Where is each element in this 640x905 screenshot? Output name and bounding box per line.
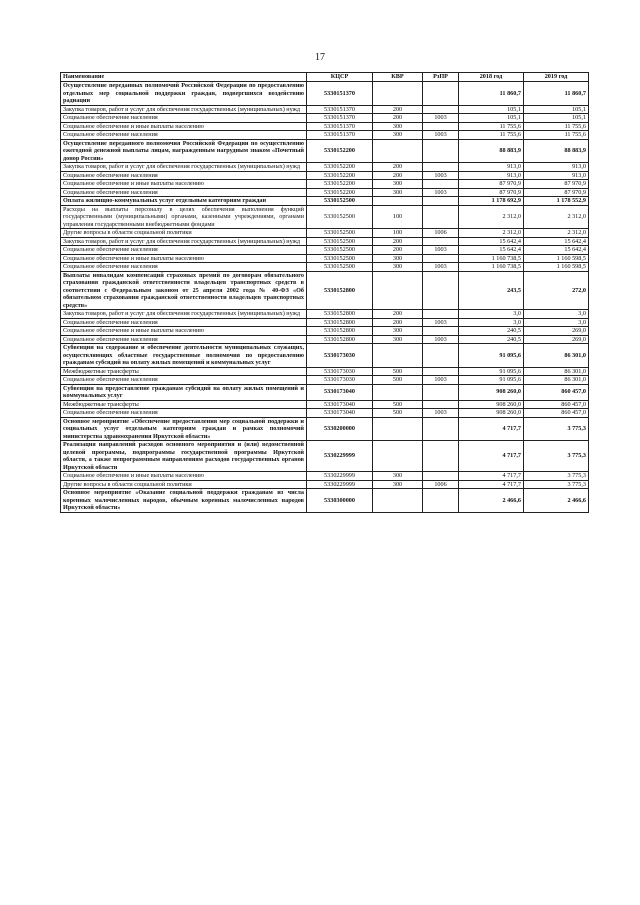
row-kvr: 300 bbox=[373, 254, 423, 263]
row-kcsr: 5330173030 bbox=[307, 367, 373, 376]
row-2018: 2 312,0 bbox=[459, 205, 524, 229]
row-2018: 1 178 692,9 bbox=[459, 197, 524, 206]
row-name: Закупка товаров, работ и услуг для обеспечения государственных (муниципальных) нужд bbox=[61, 310, 307, 319]
row-name: Социальное обеспечение населения bbox=[61, 376, 307, 385]
row-2018: 87 970,9 bbox=[459, 188, 524, 197]
row-rpr: 1003 bbox=[423, 409, 459, 418]
table-row bbox=[61, 131, 589, 140]
row-2019: 1 178 552,9 bbox=[524, 197, 589, 206]
row-rpr bbox=[423, 163, 459, 172]
row-kvr: 200 bbox=[373, 310, 423, 319]
row-2019: 1 160 598,5 bbox=[524, 263, 589, 272]
row-2019: 913,0 bbox=[524, 171, 589, 180]
row-2018: 91 095,6 bbox=[459, 367, 524, 376]
row-rpr bbox=[423, 254, 459, 263]
row-kcsr: 5330152500 bbox=[307, 263, 373, 272]
table-row bbox=[61, 409, 589, 418]
row-rpr bbox=[423, 122, 459, 131]
row-2019: 272,0 bbox=[524, 271, 589, 310]
row-rpr bbox=[423, 310, 459, 319]
row-2018: 3,0 bbox=[459, 318, 524, 327]
row-kvr bbox=[373, 139, 423, 163]
row-2019: 87 970,9 bbox=[524, 188, 589, 197]
table-row bbox=[61, 400, 589, 409]
row-kcsr: 5330152200 bbox=[307, 163, 373, 172]
row-name: Социальное обеспечение населения bbox=[61, 188, 307, 197]
row-rpr bbox=[423, 205, 459, 229]
row-2019: 105,1 bbox=[524, 105, 589, 114]
row-kcsr: 5330152800 bbox=[307, 271, 373, 310]
row-rpr: 1003 bbox=[423, 114, 459, 123]
row-rpr bbox=[423, 327, 459, 336]
row-rpr bbox=[423, 472, 459, 481]
table-row bbox=[61, 344, 589, 368]
row-name: Межбюджетные трансферты bbox=[61, 400, 307, 409]
table-row bbox=[61, 472, 589, 481]
row-2019: 86 301,0 bbox=[524, 367, 589, 376]
header-name: Наименование bbox=[61, 73, 307, 82]
table-row bbox=[61, 171, 589, 180]
row-2019: 1 160 598,5 bbox=[524, 254, 589, 263]
row-2018: 2 312,0 bbox=[459, 229, 524, 238]
row-kvr: 500 bbox=[373, 367, 423, 376]
row-kvr: 300 bbox=[373, 188, 423, 197]
row-rpr bbox=[423, 367, 459, 376]
row-kvr: 300 bbox=[373, 131, 423, 140]
row-2019: 11 860,7 bbox=[524, 82, 589, 106]
budget-table bbox=[60, 72, 589, 513]
row-kvr bbox=[373, 441, 423, 472]
row-2019: 3,0 bbox=[524, 318, 589, 327]
row-2019: 913,0 bbox=[524, 163, 589, 172]
row-rpr: 1003 bbox=[423, 263, 459, 272]
row-kcsr: 5330229999 bbox=[307, 441, 373, 472]
table-row bbox=[61, 122, 589, 131]
row-rpr bbox=[423, 417, 459, 441]
row-kvr: 300 bbox=[373, 472, 423, 481]
row-2019: 3 775,3 bbox=[524, 480, 589, 489]
row-2019: 3,0 bbox=[524, 310, 589, 319]
header-2018: 2018 год bbox=[459, 73, 524, 82]
row-name: Социальное обеспечение и иные выплаты населению bbox=[61, 254, 307, 263]
row-2018: 3,0 bbox=[459, 310, 524, 319]
table-row bbox=[61, 82, 589, 106]
row-2018: 91 095,6 bbox=[459, 376, 524, 385]
row-rpr: 1003 bbox=[423, 335, 459, 344]
row-kcsr: 5330152500 bbox=[307, 237, 373, 246]
row-2019: 15 642,4 bbox=[524, 237, 589, 246]
row-name: Основное мероприятие «Обеспечение предоставления мер социальной поддержки и социальных услуг отдельным категориям граждан и рамках полномочий министерства здравоохранения Иркутской области» bbox=[61, 417, 307, 441]
table-row bbox=[61, 180, 589, 189]
header-kvr: КВР bbox=[373, 73, 423, 82]
table-row bbox=[61, 114, 589, 123]
row-kcsr: 5330151370 bbox=[307, 105, 373, 114]
row-kvr: 100 bbox=[373, 205, 423, 229]
header-2019: 2019 год bbox=[524, 73, 589, 82]
page-number: 17 bbox=[315, 52, 325, 63]
row-kcsr: 5330151370 bbox=[307, 114, 373, 123]
row-name: Закупка товаров, работ и услуг для обеспечения государственных (муниципальных) нужд bbox=[61, 237, 307, 246]
row-name: Выплаты инвалидам компенсаций страховых премий по договорам обязательного страхования гражданской ответственности владельцев транспортных средств в соответствии с Федеральным законом от 25 апреля 2002 года № 40-ФЗ «Об обязательном страховании гражданской ответственности владельцев транспортных средств» bbox=[61, 271, 307, 310]
row-2018: 1 160 738,5 bbox=[459, 254, 524, 263]
table-row bbox=[61, 441, 589, 472]
row-name: Расходы на выплаты персоналу в целях обеспечения выполнения функций государственными (муниципальными) органами, казенными учреждениями, органами управления государственными внебюджетными фондами bbox=[61, 205, 307, 229]
row-kvr: 200 bbox=[373, 237, 423, 246]
row-2019: 3 775,3 bbox=[524, 472, 589, 481]
table-row bbox=[61, 489, 589, 513]
row-2019: 860 457,0 bbox=[524, 409, 589, 418]
row-kcsr: 5330152200 bbox=[307, 139, 373, 163]
table-row bbox=[61, 105, 589, 114]
row-rpr bbox=[423, 441, 459, 472]
row-kcsr: 5330151370 bbox=[307, 122, 373, 131]
table-row bbox=[61, 237, 589, 246]
row-2018: 4 717,7 bbox=[459, 480, 524, 489]
table-row bbox=[61, 310, 589, 319]
row-2019: 11 755,6 bbox=[524, 122, 589, 131]
table-row bbox=[61, 163, 589, 172]
row-rpr: 1006 bbox=[423, 229, 459, 238]
row-kcsr: 5330152800 bbox=[307, 310, 373, 319]
row-kvr: 300 bbox=[373, 180, 423, 189]
row-2019: 3 775,3 bbox=[524, 441, 589, 472]
row-2018: 908 260,0 bbox=[459, 409, 524, 418]
row-rpr: 1006 bbox=[423, 480, 459, 489]
row-kvr bbox=[373, 489, 423, 513]
row-kcsr: 5330152500 bbox=[307, 246, 373, 255]
row-2018: 4 717,7 bbox=[459, 441, 524, 472]
row-kcsr: 5330151370 bbox=[307, 131, 373, 140]
row-2019: 87 970,9 bbox=[524, 180, 589, 189]
row-kcsr: 5330152500 bbox=[307, 254, 373, 263]
row-rpr bbox=[423, 105, 459, 114]
row-kvr: 300 bbox=[373, 263, 423, 272]
row-2018: 105,1 bbox=[459, 105, 524, 114]
row-rpr bbox=[423, 344, 459, 368]
row-2018: 913,0 bbox=[459, 163, 524, 172]
row-2018: 2 466,6 bbox=[459, 489, 524, 513]
row-2018: 240,5 bbox=[459, 335, 524, 344]
row-2018: 240,5 bbox=[459, 327, 524, 336]
row-2018: 908 260,0 bbox=[459, 400, 524, 409]
row-kcsr: 5330173030 bbox=[307, 344, 373, 368]
row-rpr bbox=[423, 237, 459, 246]
row-kcsr: 5330152200 bbox=[307, 171, 373, 180]
row-2018: 908 260,0 bbox=[459, 384, 524, 400]
table-row bbox=[61, 139, 589, 163]
row-kcsr: 5330173040 bbox=[307, 400, 373, 409]
table-row bbox=[61, 263, 589, 272]
row-kcsr: 5330152500 bbox=[307, 205, 373, 229]
row-2018: 11 860,7 bbox=[459, 82, 524, 106]
table-row bbox=[61, 335, 589, 344]
row-name: Социальное обеспечение и иные выплаты населению bbox=[61, 327, 307, 336]
row-2019: 269,0 bbox=[524, 335, 589, 344]
row-name: Социальное обеспечение населения bbox=[61, 263, 307, 272]
row-2018: 4 717,7 bbox=[459, 472, 524, 481]
row-rpr bbox=[423, 489, 459, 513]
row-2018: 913,0 bbox=[459, 171, 524, 180]
row-kvr: 200 bbox=[373, 246, 423, 255]
row-2019: 86 301,0 bbox=[524, 344, 589, 368]
row-rpr bbox=[423, 180, 459, 189]
row-name: Другие вопросы в области социальной политики bbox=[61, 480, 307, 489]
table-row bbox=[61, 327, 589, 336]
row-rpr: 1003 bbox=[423, 318, 459, 327]
row-name: Межбюджетные трансферты bbox=[61, 367, 307, 376]
row-2018: 15 642,4 bbox=[459, 237, 524, 246]
row-kcsr: 5330229999 bbox=[307, 480, 373, 489]
table-row bbox=[61, 318, 589, 327]
header-rpr: РзПР bbox=[423, 73, 459, 82]
row-name: Социальное обеспечение населения bbox=[61, 171, 307, 180]
row-2019: 3 775,3 bbox=[524, 417, 589, 441]
header-kcsr: КЦСР bbox=[307, 73, 373, 82]
row-rpr: 1003 bbox=[423, 246, 459, 255]
row-2019: 88 883,9 bbox=[524, 139, 589, 163]
table-row bbox=[61, 246, 589, 255]
row-kcsr: 5330173040 bbox=[307, 384, 373, 400]
row-2018: 91 095,6 bbox=[459, 344, 524, 368]
row-name: Социальное обеспечение и иные выплаты населению bbox=[61, 472, 307, 481]
row-2018: 105,1 bbox=[459, 114, 524, 123]
row-rpr: 1003 bbox=[423, 131, 459, 140]
row-rpr bbox=[423, 139, 459, 163]
row-rpr bbox=[423, 82, 459, 106]
row-2018: 1 160 738,5 bbox=[459, 263, 524, 272]
row-kcsr: 5330152800 bbox=[307, 318, 373, 327]
row-kcsr: 5330152800 bbox=[307, 335, 373, 344]
row-rpr bbox=[423, 271, 459, 310]
row-name: Основное мероприятие «Оказание социальной поддержки гражданам из числа коренных малочисленных народов, обычным коренных малочисленных народов Иркутской области» bbox=[61, 489, 307, 513]
row-name: Социальное обеспечение и иные выплаты населению bbox=[61, 122, 307, 131]
row-2018: 11 755,6 bbox=[459, 131, 524, 140]
table-row bbox=[61, 480, 589, 489]
table-row bbox=[61, 417, 589, 441]
row-kvr: 200 bbox=[373, 163, 423, 172]
row-name: Социальное обеспечение населения bbox=[61, 131, 307, 140]
row-rpr: 1003 bbox=[423, 376, 459, 385]
table-row bbox=[61, 205, 589, 229]
row-name: Социальное обеспечение и иные выплаты населению bbox=[61, 180, 307, 189]
row-kvr bbox=[373, 417, 423, 441]
row-kvr: 500 bbox=[373, 400, 423, 409]
row-2019: 2 466,6 bbox=[524, 489, 589, 513]
table-body bbox=[61, 82, 589, 513]
row-name: Субвенции на содержание и обеспечение деятельности муниципальных служащих, осуществляющих областные государственные полномочия по предоставлению гражданам субсидий на оплату жилых помещений и коммунальных услуг bbox=[61, 344, 307, 368]
row-2018: 87 970,9 bbox=[459, 180, 524, 189]
row-kvr bbox=[373, 197, 423, 206]
row-kcsr: 5330152200 bbox=[307, 180, 373, 189]
row-kvr: 500 bbox=[373, 376, 423, 385]
row-kvr: 500 bbox=[373, 409, 423, 418]
row-name: Осуществление переданного полномочия Российской Федерации по осуществлению ежегодной денежной выплаты лицам, награжденным нагрудным знаком «Почетный донор России» bbox=[61, 139, 307, 163]
row-kcsr: 5330152200 bbox=[307, 188, 373, 197]
row-2019: 2 312,0 bbox=[524, 229, 589, 238]
table-row bbox=[61, 376, 589, 385]
table-row bbox=[61, 271, 589, 310]
row-kcsr: 5330173030 bbox=[307, 376, 373, 385]
row-2018: 15 642,4 bbox=[459, 246, 524, 255]
table-row bbox=[61, 229, 589, 238]
row-kcsr: 5330151370 bbox=[307, 82, 373, 106]
row-kcsr: 5330152500 bbox=[307, 229, 373, 238]
row-rpr bbox=[423, 384, 459, 400]
row-2019: 269,0 bbox=[524, 327, 589, 336]
table-row bbox=[61, 384, 589, 400]
row-kcsr: 5330152800 bbox=[307, 327, 373, 336]
row-2019: 15 642,4 bbox=[524, 246, 589, 255]
row-kvr: 200 bbox=[373, 114, 423, 123]
row-name: Социальное обеспечение населения bbox=[61, 114, 307, 123]
row-kcsr: 5330300000 bbox=[307, 489, 373, 513]
row-rpr bbox=[423, 400, 459, 409]
table-row bbox=[61, 254, 589, 263]
row-name: Социальное обеспечение населения bbox=[61, 409, 307, 418]
row-name: Социальное обеспечение населения bbox=[61, 335, 307, 344]
row-kvr: 200 bbox=[373, 318, 423, 327]
row-kvr: 300 bbox=[373, 122, 423, 131]
row-name: Социальное обеспечение населения bbox=[61, 246, 307, 255]
table-row bbox=[61, 188, 589, 197]
row-kvr bbox=[373, 271, 423, 310]
row-name: Осуществление переданных полномочий Российской Федерации по предоставлению отдельных мер социальной поддержки граждан, подвергшихся воздействию радиации bbox=[61, 82, 307, 106]
row-kvr bbox=[373, 82, 423, 106]
row-kvr: 200 bbox=[373, 105, 423, 114]
table-header-row bbox=[61, 73, 589, 82]
row-kvr: 100 bbox=[373, 229, 423, 238]
row-rpr bbox=[423, 197, 459, 206]
row-2019: 860 457,0 bbox=[524, 400, 589, 409]
row-2018: 243,5 bbox=[459, 271, 524, 310]
row-rpr: 1003 bbox=[423, 171, 459, 180]
row-kvr: 300 bbox=[373, 327, 423, 336]
row-kcsr: 5330229999 bbox=[307, 472, 373, 481]
row-name: Реализация направлений расходов основного мероприятия и (или) ведомственной целевой программы, подпрограммы государственной программы Иркутской области, а также непрограммным направлениям расходов государственных органов Иркутской области bbox=[61, 441, 307, 472]
row-kvr bbox=[373, 344, 423, 368]
row-name: Другие вопросы в области социальной политики bbox=[61, 229, 307, 238]
row-2019: 860 457,0 bbox=[524, 384, 589, 400]
table-row bbox=[61, 367, 589, 376]
row-2018: 11 755,6 bbox=[459, 122, 524, 131]
row-kvr: 200 bbox=[373, 171, 423, 180]
row-2018: 88 883,9 bbox=[459, 139, 524, 163]
row-kvr: 300 bbox=[373, 480, 423, 489]
row-name: Субвенции на предоставление гражданам субсидий на оплату жилых помещений и коммунальных услуг bbox=[61, 384, 307, 400]
row-name: Социальное обеспечение населения bbox=[61, 318, 307, 327]
row-2019: 11 755,6 bbox=[524, 131, 589, 140]
row-2019: 86 301,0 bbox=[524, 376, 589, 385]
row-name: Закупка товаров, работ и услуг для обеспечения государственных (муниципальных) нужд bbox=[61, 163, 307, 172]
row-name: Закупка товаров, работ и услуг для обеспечения государственных (муниципальных) нужд bbox=[61, 105, 307, 114]
row-name: Оплата жилищно-коммунальных услуг отдельным категориям граждан bbox=[61, 197, 307, 206]
table-row bbox=[61, 197, 589, 206]
row-2019: 2 312,0 bbox=[524, 205, 589, 229]
row-2018: 4 717,7 bbox=[459, 417, 524, 441]
row-kcsr: 5330152500 bbox=[307, 197, 373, 206]
row-kvr: 300 bbox=[373, 335, 423, 344]
row-kcsr: 5330200000 bbox=[307, 417, 373, 441]
row-kvr bbox=[373, 384, 423, 400]
row-2019: 105,1 bbox=[524, 114, 589, 123]
row-rpr: 1003 bbox=[423, 188, 459, 197]
row-kcsr: 5330173040 bbox=[307, 409, 373, 418]
